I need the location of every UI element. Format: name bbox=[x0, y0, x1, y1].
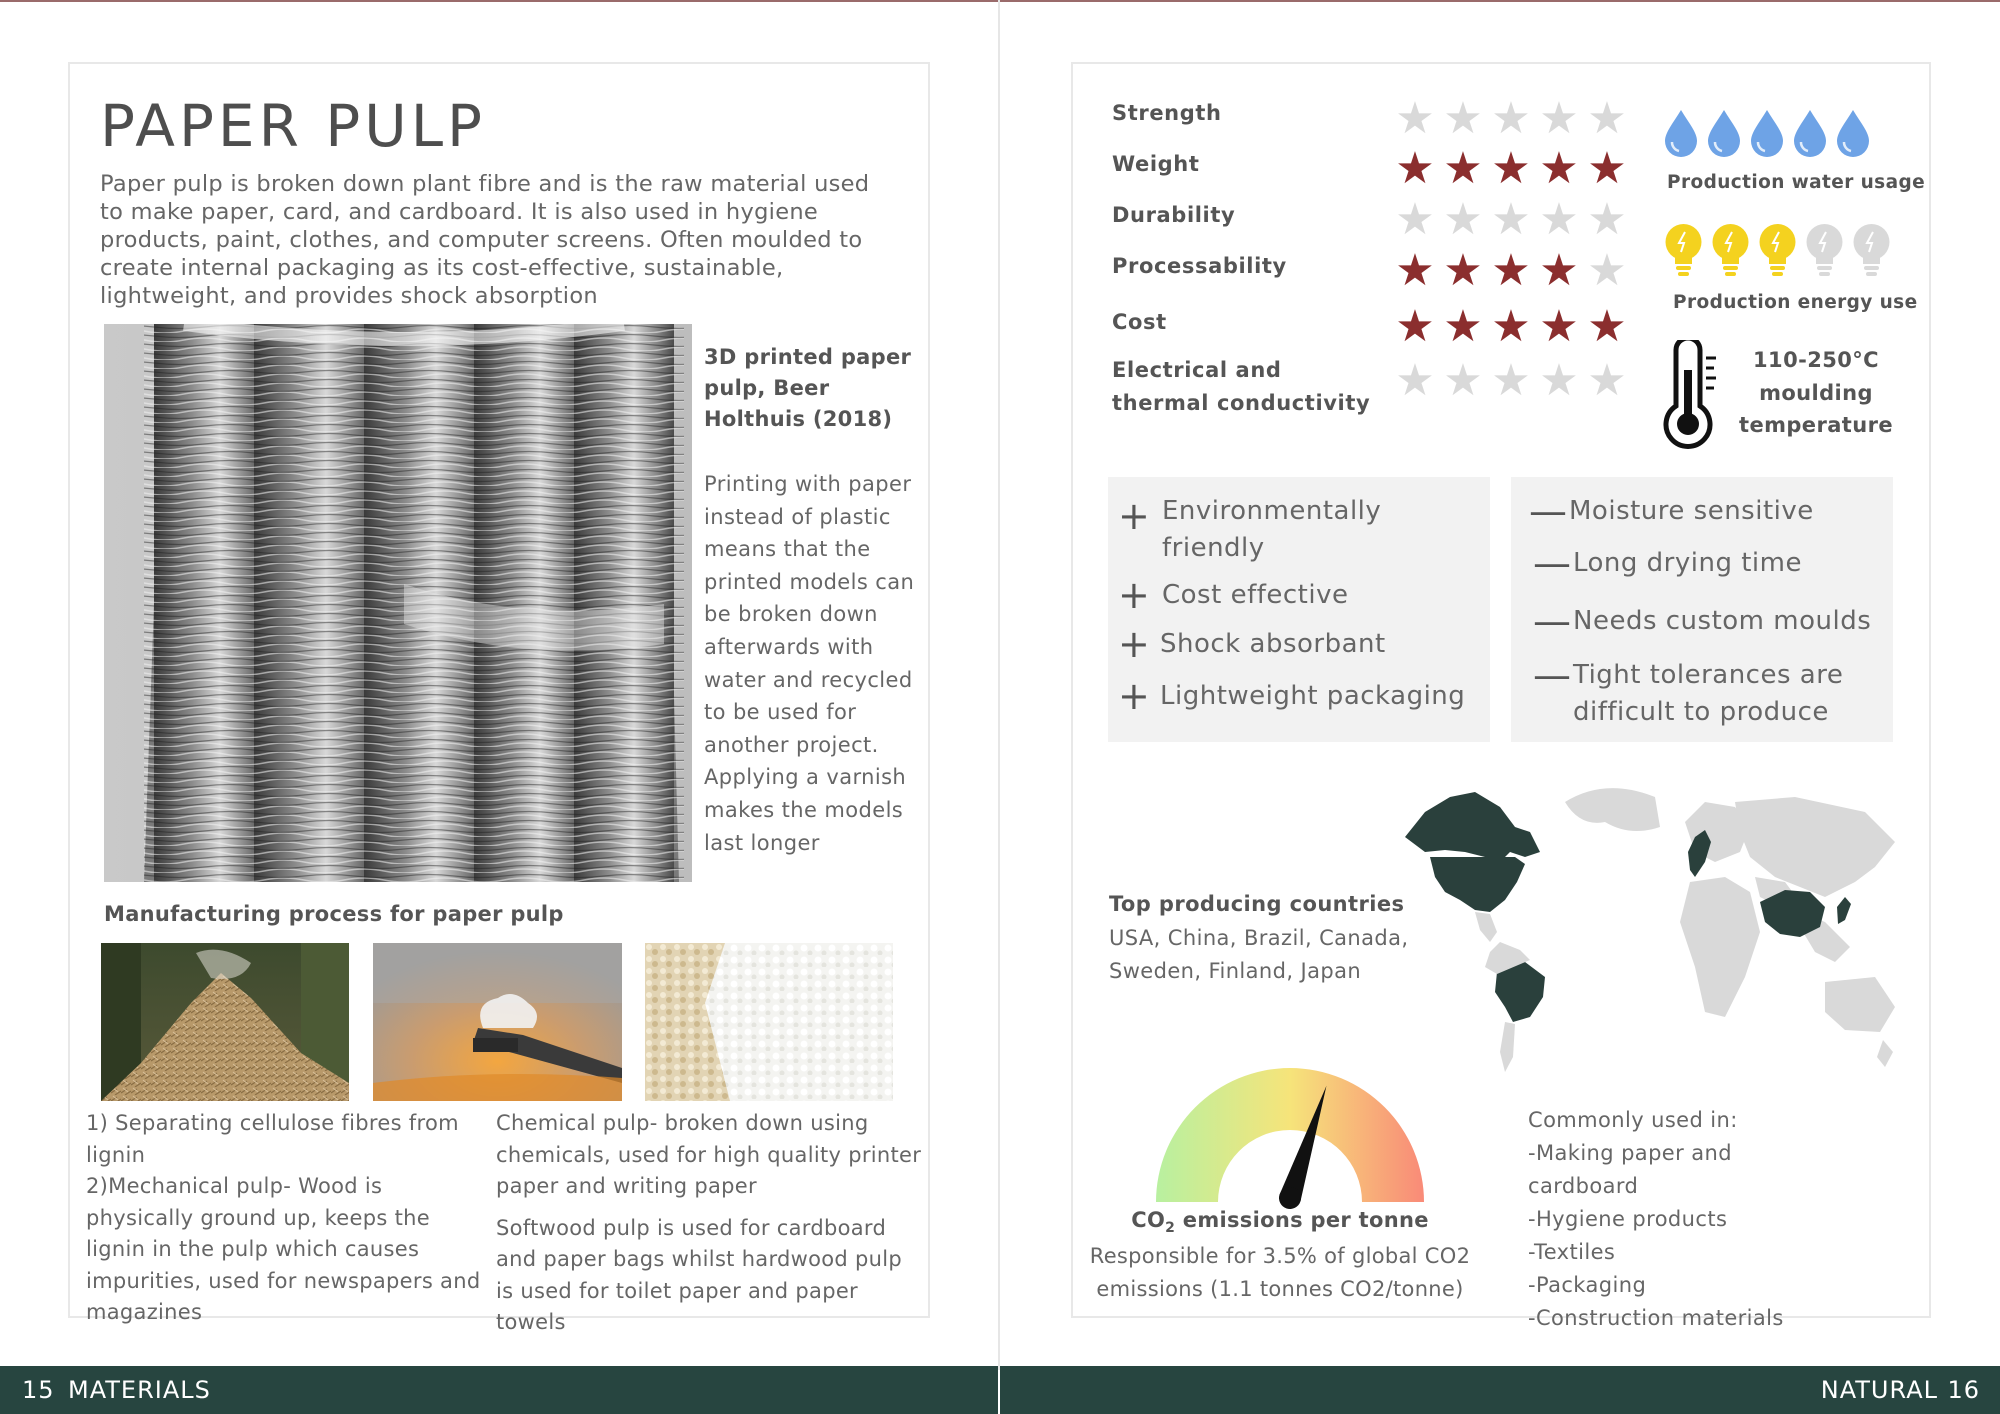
right-footer bbox=[1000, 1366, 2000, 1414]
plus-icon: + bbox=[1118, 674, 1150, 718]
water-usage-label: Production water usage bbox=[1667, 172, 1926, 193]
property-label-durability: Durability bbox=[1112, 203, 1236, 227]
plus-icon: + bbox=[1118, 494, 1150, 538]
left-section-label: MATERIALS bbox=[68, 1376, 211, 1404]
star-empty-icon: ★ bbox=[1491, 355, 1531, 406]
pro-item: Lightweight packaging bbox=[1160, 681, 1466, 711]
use-item: -Making paper and cardboard bbox=[1528, 1141, 1732, 1198]
common-uses bbox=[1528, 1104, 1848, 1335]
light-bulb-icon bbox=[1850, 222, 1893, 284]
use-item: -Textiles bbox=[1528, 1240, 1616, 1264]
star-empty-icon: ★ bbox=[1443, 355, 1483, 406]
plus-icon: + bbox=[1118, 573, 1150, 617]
star-filled-icon: ★ bbox=[1395, 143, 1435, 194]
water-drop-icon bbox=[1791, 108, 1829, 162]
left-page-number: 15 bbox=[22, 1376, 55, 1404]
star-empty-icon: ★ bbox=[1587, 194, 1627, 245]
star-filled-icon: ★ bbox=[1539, 301, 1579, 352]
step-2-text: 2)Mechanical pulp- Wood is physically ground up, keeps the lignin in the pulp which causes impurities, used for newspapers and magazines bbox=[86, 1174, 481, 1324]
stars-strength bbox=[1394, 93, 1628, 144]
star-filled-icon: ★ bbox=[1443, 143, 1483, 194]
minus-icon: — bbox=[1533, 599, 1571, 643]
photo-caption-title: 3D printed paper pulp, Beer Holthuis (2018) bbox=[704, 345, 912, 431]
steps-column-left bbox=[86, 1108, 486, 1329]
use-item: -Packaging bbox=[1528, 1273, 1647, 1297]
star-filled-icon: ★ bbox=[1539, 245, 1579, 296]
property-label-weight: Weight bbox=[1112, 152, 1200, 176]
light-bulb-icon bbox=[1756, 222, 1799, 284]
use-item: -Construction materials bbox=[1528, 1306, 1784, 1330]
star-empty-icon: ★ bbox=[1395, 194, 1435, 245]
minus-icon: — bbox=[1533, 541, 1571, 585]
energy-use-bulbs bbox=[1662, 222, 1893, 284]
star-empty-icon: ★ bbox=[1395, 93, 1435, 144]
star-empty-icon: ★ bbox=[1587, 355, 1627, 406]
chemical-pulp-text: Chemical pulp- broken down using chemicals, used for high quality printer paper and writing paper bbox=[496, 1111, 922, 1198]
water-drop-icon bbox=[1662, 108, 1700, 162]
star-empty-icon: ★ bbox=[1443, 194, 1483, 245]
pro-item: Cost effective bbox=[1162, 580, 1349, 610]
photo-caption-text: Printing with paper instead of plastic means that the printed models can be broken down afterwards with water and recycled to be used for another project. Applying a varnish makes the models last longer bbox=[704, 472, 915, 855]
stars-durability bbox=[1394, 194, 1628, 245]
star-filled-icon: ★ bbox=[1587, 143, 1627, 194]
pro-item: Shock absorbant bbox=[1160, 629, 1386, 659]
pro-item: Environmentally friendly bbox=[1162, 496, 1382, 563]
minus-icon: — bbox=[1529, 489, 1567, 533]
energy-use-label: Production energy use bbox=[1673, 292, 1918, 313]
con-item: Long drying time bbox=[1573, 548, 1802, 578]
star-empty-icon: ★ bbox=[1587, 245, 1627, 296]
star-filled-icon: ★ bbox=[1491, 245, 1531, 296]
con-item: Moisture sensitive bbox=[1569, 496, 1814, 526]
plus-icon: + bbox=[1118, 622, 1150, 666]
pulp-fibres-photo bbox=[645, 943, 893, 1101]
paper-pulp-3d-print-photo bbox=[104, 324, 692, 882]
property-label-strength: Strength bbox=[1112, 101, 1222, 125]
star-filled-icon: ★ bbox=[1443, 301, 1483, 352]
left-footer bbox=[0, 1366, 998, 1414]
stars-weight bbox=[1394, 143, 1628, 194]
light-bulb-icon bbox=[1662, 222, 1705, 284]
star-empty-icon: ★ bbox=[1443, 93, 1483, 144]
star-empty-icon: ★ bbox=[1587, 93, 1627, 144]
page-title: PAPER PULP bbox=[100, 92, 487, 160]
con-item: Tight tolerances are difficult to produce bbox=[1573, 660, 1844, 727]
steps-column-right bbox=[496, 1108, 926, 1339]
top-countries-heading: Top producing countries bbox=[1109, 892, 1405, 916]
pros-panel bbox=[1108, 477, 1490, 742]
property-label-processability: Processability bbox=[1112, 254, 1287, 278]
co2-description: Responsible for 3.5% of global CO2 emissions (1.1 tonnes CO2/tonne) bbox=[1089, 1244, 1471, 1301]
right-section-label: NATURAL bbox=[1820, 1376, 1938, 1404]
water-usage-drops bbox=[1662, 108, 1872, 162]
top-rule bbox=[0, 0, 2000, 2]
co2-heading: $CO_2$ emissions per tonne bbox=[1131, 1208, 1429, 1237]
property-label-conductivity: Electrical and thermal conductivity bbox=[1112, 358, 1371, 415]
property-label-cost: Cost bbox=[1112, 310, 1167, 334]
top-countries-list: USA, China, Brazil, Canada, Sweden, Finland, Japan bbox=[1109, 926, 1409, 983]
star-empty-icon: ★ bbox=[1491, 93, 1531, 144]
star-filled-icon: ★ bbox=[1395, 245, 1435, 296]
star-filled-icon: ★ bbox=[1491, 143, 1531, 194]
stars-processability bbox=[1394, 245, 1628, 296]
water-drop-icon bbox=[1705, 108, 1743, 162]
use-item: -Hygiene products bbox=[1528, 1207, 1728, 1231]
minus-icon: — bbox=[1533, 653, 1571, 697]
water-drop-icon bbox=[1748, 108, 1786, 162]
step-1-text: 1) Separating cellulose fibres from lignin bbox=[86, 1111, 459, 1167]
softwood-pulp-text: Softwood pulp is used for cardboard and paper bags whilst hardwood pulp is used for toilet paper and paper towels bbox=[496, 1215, 903, 1334]
uses-heading: Commonly used in: bbox=[1528, 1108, 1738, 1132]
star-empty-icon: ★ bbox=[1539, 194, 1579, 245]
star-filled-icon: ★ bbox=[1443, 245, 1483, 296]
co2-gauge bbox=[1150, 1060, 1430, 1210]
star-filled-icon: ★ bbox=[1491, 301, 1531, 352]
wood-chip-pile-photo bbox=[101, 943, 349, 1101]
star-empty-icon: ★ bbox=[1491, 194, 1531, 245]
manufacturing-heading: Manufacturing process for paper pulp bbox=[104, 902, 564, 926]
star-filled-icon: ★ bbox=[1395, 301, 1435, 352]
right-page-number: 16 bbox=[1947, 1376, 1980, 1404]
thermometer-icon bbox=[1658, 340, 1718, 452]
star-filled-icon: ★ bbox=[1587, 301, 1627, 352]
chemical-pulp-smoke-photo bbox=[373, 943, 622, 1101]
world-map bbox=[1405, 782, 1905, 1082]
stars-conductivity bbox=[1394, 355, 1628, 406]
water-drop-icon bbox=[1834, 108, 1872, 162]
star-empty-icon: ★ bbox=[1395, 355, 1435, 406]
stars-cost bbox=[1394, 301, 1628, 352]
page-spine bbox=[998, 0, 1000, 1370]
con-item: Needs custom moulds bbox=[1573, 606, 1872, 636]
star-empty-icon: ★ bbox=[1539, 355, 1579, 406]
cons-panel bbox=[1511, 477, 1893, 742]
intro-paragraph: Paper pulp is broken down plant fibre and is the raw material used to make paper, card, and cardboard. It is also used in hygiene products, paint, clothes, and computer screens. Often moulded to create internal packaging as its cost-effective, sustainable, lightweight, and provides shock absorption bbox=[100, 171, 870, 309]
light-bulb-icon bbox=[1709, 222, 1752, 284]
moulding-temperature: 110-250°C moulding temperature bbox=[1739, 348, 1893, 437]
light-bulb-icon bbox=[1803, 222, 1846, 284]
star-empty-icon: ★ bbox=[1539, 93, 1579, 144]
star-filled-icon: ★ bbox=[1539, 143, 1579, 194]
